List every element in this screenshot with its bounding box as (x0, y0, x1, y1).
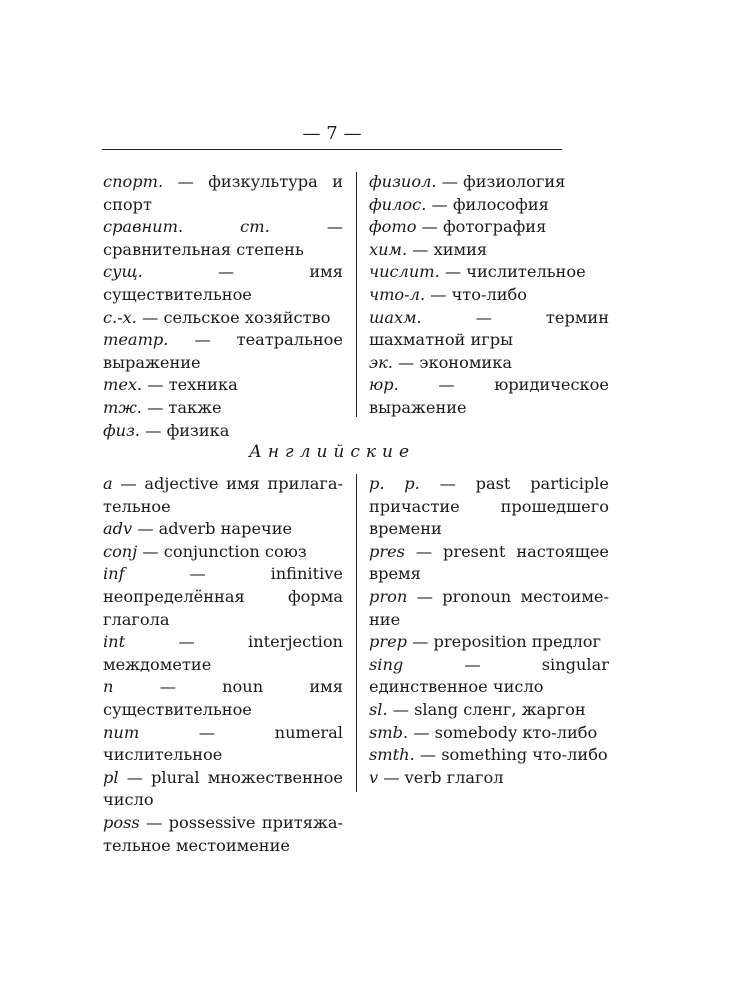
abbreviation-entry (103, 518, 343, 541)
abbreviation-definition: — техника (147, 375, 238, 395)
abbreviation-definition: — plural множественное число (103, 767, 343, 810)
abbreviation-term: эк. (369, 352, 393, 372)
abbreviation-term: фото (369, 217, 417, 237)
abbreviation-definition: — философия (431, 194, 549, 214)
abbreviation-entry (369, 239, 609, 262)
abbreviation-entry (369, 744, 609, 767)
abbreviation-definition: — сельское хозяйство (142, 307, 331, 327)
abbreviation-definition: — юридическое выражение (369, 375, 609, 417)
abbreviation-definition: — театральное выражение (103, 330, 343, 372)
abbreviation-term: сравнит. ст. (103, 217, 270, 237)
abbreviation-entry (103, 541, 343, 564)
abbreviation-term: тех. (103, 375, 143, 395)
abbreviation-term: p. p. (369, 474, 420, 493)
page-number: — 7 — (302, 123, 362, 144)
abbreviation-definition: — adjective имя прилагательное (103, 474, 343, 516)
header-rule (102, 149, 562, 150)
abbreviation-entry (103, 216, 343, 261)
abbreviation-entry (103, 397, 343, 420)
abbreviation-entry (103, 171, 343, 216)
abbreviation-term: с.-х. (103, 307, 137, 327)
abbreviation-entry (369, 284, 609, 307)
abbreviation-term: v (369, 767, 379, 787)
abbreviation-entry (369, 194, 609, 217)
abbreviation-term: adv (103, 519, 133, 539)
abbreviation-entry (103, 722, 343, 767)
abbreviation-term: smb. (369, 722, 409, 742)
abbreviation-entry (103, 767, 343, 812)
abbreviation-definition: — что-либо (430, 284, 528, 304)
abbreviation-entry (369, 374, 609, 419)
abbreviation-entry (103, 374, 343, 397)
abbreviation-term: спорт. (103, 172, 164, 191)
abbreviation-definition: — сравнительная степень (103, 217, 343, 259)
abbreviation-entry (369, 171, 609, 194)
abbreviation-term: филос. (369, 194, 427, 214)
abbreviation-term: pres (369, 541, 405, 561)
abbreviation-term: int (103, 632, 126, 652)
abbreviation-term: pl (103, 767, 119, 787)
abbreviation-term: smth. (369, 745, 415, 765)
abbreviation-entry (369, 767, 609, 790)
abbreviation-definition: — past participle причастие прошедшего времени (369, 474, 609, 539)
abbreviation-entry (369, 216, 609, 239)
abbreviation-entry (369, 722, 609, 745)
abbreviation-entry (369, 261, 609, 284)
abbreviation-term: тж. (103, 397, 142, 417)
russian-abbreviations-right-column (369, 171, 609, 420)
abbreviation-term: prep (369, 632, 408, 652)
abbreviation-term: sing (369, 654, 404, 674)
abbreviation-definition: — numeral числительное (103, 722, 343, 765)
abbreviation-term: conj (103, 541, 138, 561)
abbreviation-definition: — interjection междометие (103, 632, 343, 674)
abbreviation-term: физ. (103, 420, 141, 440)
abbreviation-entry (103, 307, 343, 330)
abbreviation-definition: — также (147, 397, 222, 417)
abbreviation-entry (103, 329, 343, 374)
abbreviation-term: что-л. (369, 284, 426, 304)
abbreviation-term: физиол. (369, 172, 437, 191)
abbreviation-term: шахм. (369, 307, 422, 327)
abbreviation-definition: — preposition предлог (412, 632, 602, 652)
russian-abbreviations-left-column (103, 171, 343, 442)
english-abbreviations-right-column (369, 473, 609, 789)
abbreviation-term: inf (103, 564, 125, 584)
abbreviation-term: сущ. (103, 262, 143, 282)
abbreviation-definition: — числительное (444, 262, 586, 282)
abbreviation-term: n (103, 677, 114, 697)
abbreviation-entry (103, 473, 343, 518)
abbreviation-entry (369, 654, 609, 699)
abbreviation-definition: — conjunction союз (142, 541, 307, 561)
abbreviation-definition: — химия (412, 239, 488, 259)
column-divider-bottom (356, 474, 357, 792)
abbreviation-entry (103, 812, 343, 857)
abbreviation-definition: — something что-либо (419, 745, 608, 765)
abbreviation-definition: — noun имя существительное (103, 677, 343, 719)
abbreviation-term: юр. (369, 375, 399, 395)
abbreviation-entry (103, 563, 343, 631)
abbreviation-definition: — имя существительное (103, 262, 343, 304)
abbreviation-entry (369, 631, 609, 654)
abbreviation-term: sl. (369, 699, 388, 719)
section-heading-english: Английские (248, 442, 416, 462)
abbreviation-definition: — физиология (441, 172, 566, 191)
abbreviation-term: num (103, 722, 140, 742)
abbreviation-definition: — infinitive неопределённая форма глагола (103, 564, 343, 629)
abbreviation-definition: — singular единственное число (369, 654, 609, 697)
abbreviation-definition: — adverb наречие (137, 519, 293, 539)
abbreviation-definition: — pronoun местоимение (369, 586, 609, 629)
abbreviation-definition: — verb глагол (383, 767, 504, 787)
abbreviation-term: хим. (369, 239, 408, 259)
abbreviation-definition: — термин шахматной игры (369, 307, 609, 350)
abbreviation-definition: — фотография (421, 217, 547, 237)
abbreviation-entry (369, 352, 609, 375)
abbreviation-definition: — possessive притяжательное местоимение (103, 812, 343, 855)
abbreviation-entry (369, 473, 609, 541)
abbreviation-definition: — экономика (398, 352, 512, 372)
abbreviation-entry (103, 420, 343, 443)
abbreviation-term: poss (103, 812, 140, 832)
english-abbreviations-left-column (103, 473, 343, 857)
abbreviation-definition: — slang сленг, жаргон (392, 699, 586, 719)
abbreviation-term: a (103, 474, 113, 493)
abbreviation-entry (369, 699, 609, 722)
column-divider-top (356, 172, 357, 417)
abbreviation-entry (103, 631, 343, 676)
abbreviation-entry (369, 307, 609, 352)
abbreviation-definition: — физкультура и спорт (103, 172, 343, 214)
abbreviation-term: числит. (369, 262, 440, 282)
abbreviation-definition: — present настоящее время (369, 541, 609, 584)
abbreviation-definition: — физика (145, 420, 230, 440)
abbreviation-entry (369, 541, 609, 586)
abbreviation-term: pron (369, 586, 408, 606)
abbreviation-term: театр. (103, 330, 169, 350)
abbreviation-entry (369, 586, 609, 631)
abbreviation-entry (103, 261, 343, 306)
abbreviation-definition: — somebody кто-либо (413, 722, 598, 742)
abbreviation-entry (103, 676, 343, 721)
